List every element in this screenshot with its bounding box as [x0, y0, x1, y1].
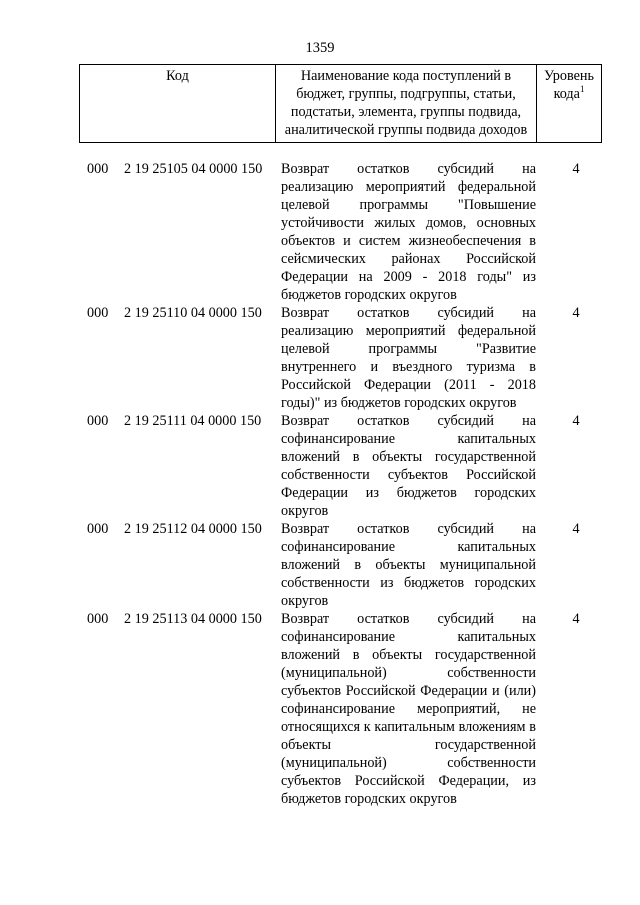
- header-code-cell: [80, 65, 276, 143]
- row-name: Возврат остатков субсидий на реализацию мероприятий федеральной целевой программы "Развитие внутреннего и въездного туризма в Российской Федерации (2011 - 2018 годы)" из бюджетов городских округов: [281, 305, 536, 411]
- row-name: Возврат остатков субсидий на реализацию мероприятий федеральной целевой программы "Повышение устойчивости жилых домов, основных объектов и систем жизнеобеспечения в сейсмических районах Российской Федерации на 2009 - 2018 годы" из бюджетов городских округов: [281, 161, 536, 303]
- row-code: 2 19 25111 04 0000 150: [124, 413, 262, 429]
- table-body: [0, 160, 640, 808]
- row-level: 4: [572, 413, 580, 429]
- row-code: 2 19 25105 04 0000 150: [124, 161, 263, 177]
- table-row: [0, 520, 640, 610]
- row-group-code: 000: [87, 305, 109, 321]
- row-code: 2 19 25113 04 0000 150: [124, 611, 262, 627]
- table-row: [0, 160, 640, 304]
- header-code: Код: [166, 68, 189, 84]
- row-group-code: 000: [87, 413, 109, 429]
- row-group-code: 000: [87, 611, 109, 627]
- header-name: Наименование кода поступлений в бюджет, группы, подгруппы, статьи, подстатьи, элемента, группы подвида, аналитической группы подвида доходов: [284, 68, 528, 138]
- row-level: 4: [572, 305, 580, 321]
- table-row: [0, 304, 640, 412]
- row-code: 2 19 25112 04 0000 150: [124, 521, 262, 537]
- row-group-code: 000: [87, 521, 109, 537]
- table-row: [0, 412, 640, 520]
- header-level-footnote: 1: [579, 84, 585, 94]
- header-level: Уровень кода: [544, 68, 594, 102]
- row-level: 4: [572, 611, 580, 627]
- row-name: Возврат остатков субсидий на софинансирование капитальных вложений в объекты государственной собственности субъектов Российской Федерации из бюджетов городских округов: [281, 413, 536, 519]
- page-number: 1359: [305, 40, 335, 56]
- row-name: Возврат остатков субсидий на софинансирование капитальных вложений в объекты государственной (муниципальной) собственности субъектов Российской Федерации и (или) софинансирование мероприятий, не относящихся к капитальным вложениям в объекты государственной (муниципальной) собственности субъектов Российской Федерации, из бюджетов городских округов: [281, 611, 536, 807]
- row-group-code: 000: [87, 161, 109, 177]
- header-level-cell: [537, 65, 602, 143]
- header-name-cell: [276, 65, 537, 143]
- row-code: 2 19 25110 04 0000 150: [124, 305, 262, 321]
- row-level: 4: [572, 161, 580, 177]
- row-level: 4: [572, 521, 580, 537]
- row-name: Возврат остатков субсидий на софинансирование капитальных вложений в объекты муниципальной собственности из бюджетов городских округов: [281, 521, 536, 609]
- table-header: [79, 64, 602, 143]
- table-row: [0, 610, 640, 808]
